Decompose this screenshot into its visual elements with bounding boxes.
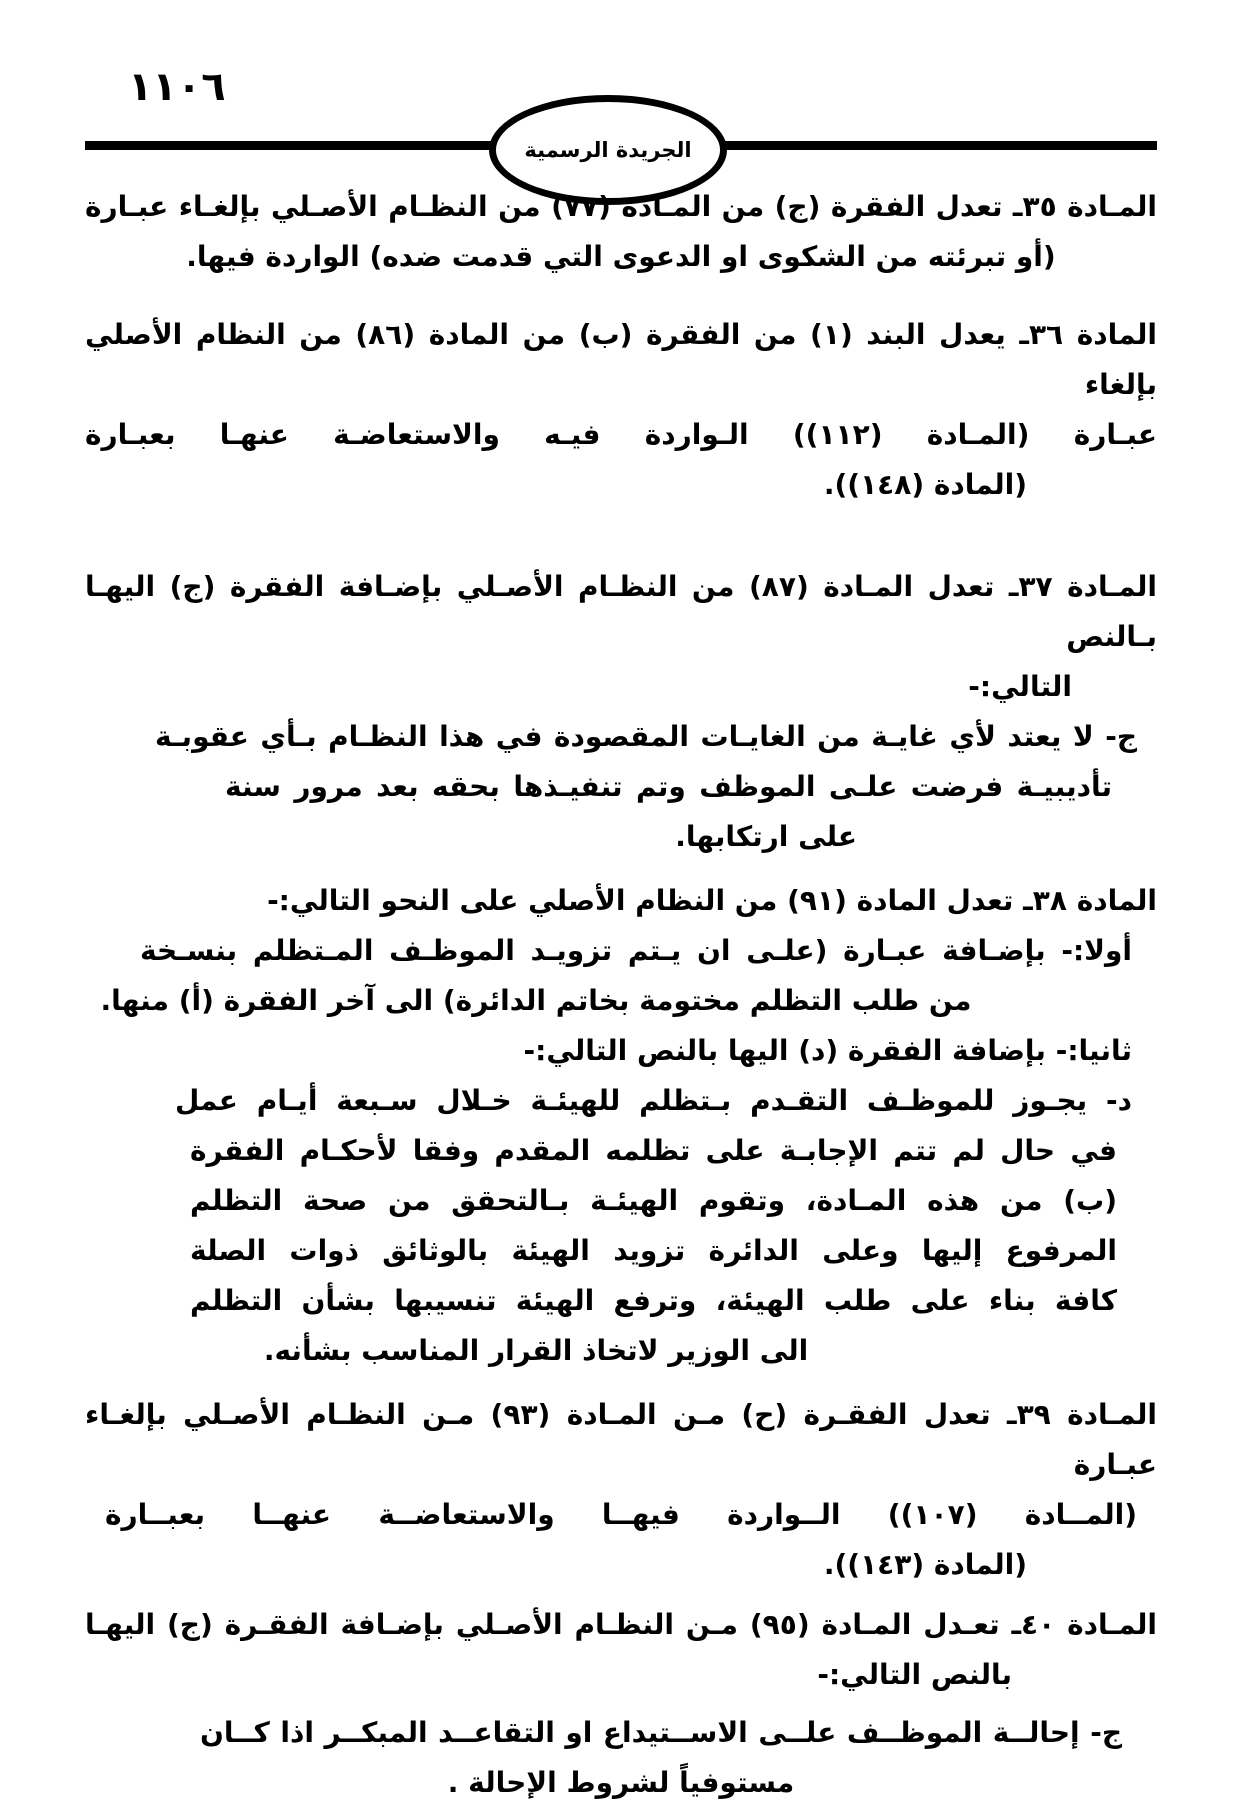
article-37-line-3: ج- لا يعتد لأي غايـة من الغايـات المقصودة في هذا النظـام بـأي عقوبـة (155, 720, 1137, 753)
article-35-line-1: المـادة ٣٥ـ تعدل الفقرة (ج) من المـادة (٧٧) من النظـام الأصـلي بإلغـاء عبـارة (85, 190, 1157, 223)
article-38-line-1: المادة ٣٨ـ تعدل المادة (٩١) من النظام الأصلي على النحو التالي:- (267, 884, 1157, 917)
article-37-line-1: المـادة ٣٧ـ تعدل المـادة (٨٧) من النظـام الأصـلي بإضـافة الفقرة (ج) اليهـا بـالنص (85, 570, 1157, 653)
article-36-line-1: المادة ٣٦ـ يعدل البند (١) من الفقرة (ب) من المادة (٨٦) من النظام الأصلي بإلغاء (85, 318, 1158, 401)
article-35-line-2: (أو تبرئته من الشكوى او الدعوى التي قدمت ضده) الواردة فيها. (186, 240, 1056, 273)
article-40 (85, 1600, 1157, 1808)
article-37-line-5: على ارتكابها. (675, 820, 857, 853)
article-36-line-3: (المادة (١٤٨)). (823, 468, 1027, 501)
article-40-line-4: مستوفياً لشروط الإحالة . (447, 1766, 795, 1799)
article-39-line-2: (المــادة (١٠٧)) الــواردة فيهــا والاستعاضــة عنهــا بعبــارة (105, 1498, 1138, 1531)
article-37-line-4: تأديبيـة فرضت علـى الموظف وتم تنفيـذها بحقه بعد مرور سنة (225, 770, 1112, 803)
document-body (85, 182, 1157, 1808)
article-39-line-3: (المادة (١٤٣)). (823, 1548, 1027, 1581)
article-38-line-2: أولا:- بإضـافة عبـارة (علـى ان يـتم تزويـد الموظـف المـتظلم بنسـخة (140, 934, 1132, 967)
article-40-line-1: المـادة ٤٠ـ تعـدل المـادة (٩٥) مـن النظـام الأصـلي بإضـافة الفقـرة (ج) اليهـا (85, 1608, 1157, 1641)
article-40-line-2: بالنص التالي:- (817, 1658, 1012, 1691)
article-37-line-2: التالي:- (968, 670, 1072, 703)
article-39-line-1: المـادة ٣٩ـ تعدل الفقـرة (ح) مـن المـادة (٩٣) مـن النظـام الأصـلي بإلغـاء عبـارة (85, 1398, 1157, 1481)
article-38-line-8: المرفوع إليها وعلى الدائرة تزويد الهيئة بالوثائق ذوات الصلة (190, 1234, 1117, 1267)
article-35 (85, 182, 1157, 282)
article-38-line-9: كافة بناء على طلب الهيئة، وترفع الهيئة تنسيبها بشأن التظلم (190, 1284, 1117, 1317)
article-38-line-4: ثانيا:- بإضافة الفقرة (د) اليها بالنص التالي:- (523, 1034, 1132, 1067)
article-40-line-3: ج- إحالــة الموظــف علــى الاســتيداع او التقاعــد المبكــر اذا كــان (200, 1716, 1122, 1749)
article-37 (85, 562, 1157, 862)
article-38-line-3: من طلب التظلم مختومة بخاتم الدائرة) الى آخر الفقرة (أ) منها. (100, 984, 972, 1017)
masthead-title: الجريدة الرسمية (524, 138, 692, 162)
article-36-line-2: عبـارة (المـادة (١١٢)) الـواردة فيـه والاستعاضـة عنهـا بعبـارة (85, 418, 1157, 451)
article-38-line-5: د- يجـوز للموظـف التقـدم بـتظلم للهيئـة خـلال سـبعة أيـام عمل (175, 1084, 1132, 1117)
article-38 (85, 876, 1157, 1376)
article-38-line-6: في حال لم تتم الإجابـة على تظلمه المقدم وفقا لأحكـام الفقرة (190, 1134, 1117, 1167)
article-36 (85, 310, 1157, 510)
article-39 (85, 1390, 1157, 1590)
article-38-line-10: الى الوزير لاتخاذ القرار المناسب بشأنه. (263, 1334, 809, 1367)
article-38-line-7: (ب) من هذه المـادة، وتقوم الهيئـة بـالتحقق من صحة التظلم (190, 1184, 1117, 1217)
page-number: ١١٠٦ (128, 64, 226, 110)
